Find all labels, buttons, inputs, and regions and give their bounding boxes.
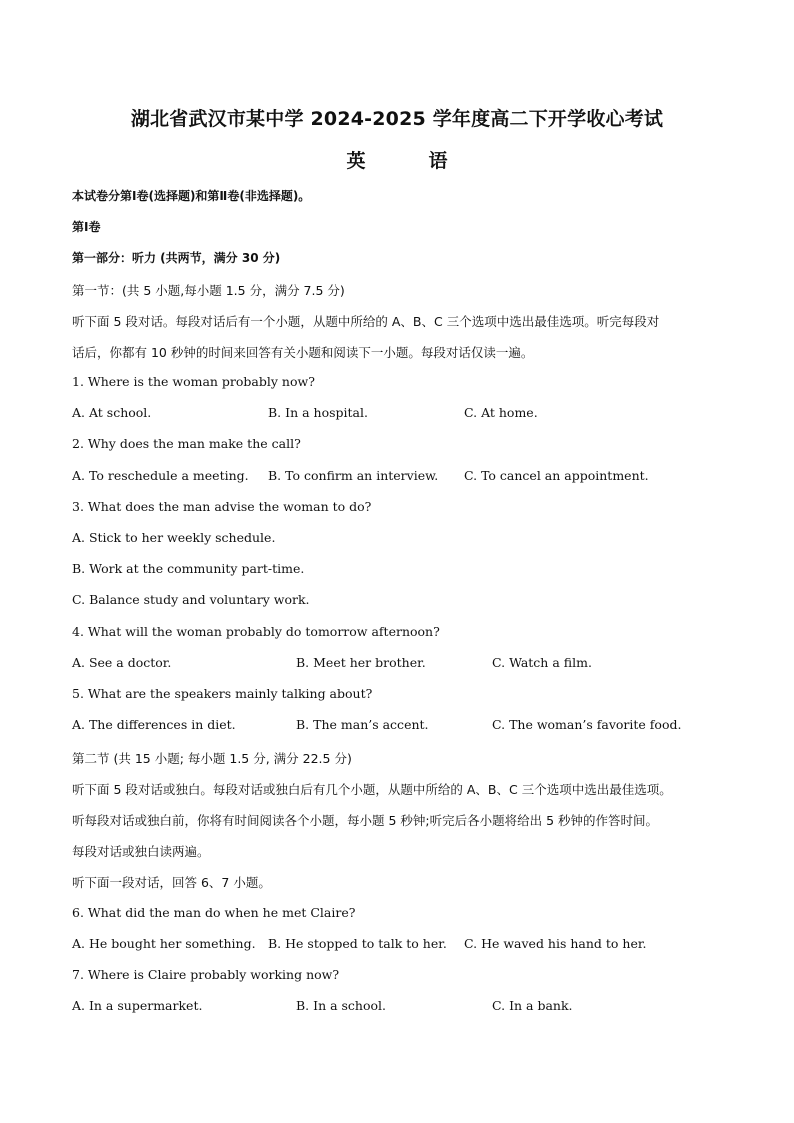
option-c: C. In a bank. xyxy=(492,998,573,1013)
section1-instruction-line1: 听下面 5 段对话。每段对话后有一个小题，从题中所给的 A、B、C 三个选项中选出最佳选项。听完每段对 xyxy=(72,314,660,329)
option-b: B. Work at the community part-time. xyxy=(72,561,305,576)
subject-title: 英 语 xyxy=(346,150,470,172)
option-c: C. The woman’s favorite food. xyxy=(492,717,682,732)
option-a: A. In a supermarket. xyxy=(72,998,203,1013)
paper-note: 本试卷分第Ⅰ卷(选择题)和第Ⅱ卷(非选择题)。 xyxy=(72,189,311,203)
section2-heading: 第二节 (共 15 小题; 每小题 1.5 分, 满分 22.5 分) xyxy=(72,751,352,766)
question-stem: 1. Where is the woman probably now? xyxy=(72,374,315,389)
option-a: A. At school. xyxy=(72,405,152,420)
question-stem: 6. What did the man do when he met Claire? xyxy=(72,905,356,920)
option-b: B. The man’s accent. xyxy=(296,717,429,732)
volume-heading: 第Ⅰ卷 xyxy=(72,220,101,234)
question-stem: 5. What are the speakers mainly talking about? xyxy=(72,686,373,701)
section1-instruction-line2: 话后，你都有 10 秒钟的时间来回答有关小题和阅读下一小题。每段对话仅读一遍。 xyxy=(72,345,534,360)
option-a: A. See a doctor. xyxy=(72,655,172,670)
option-a: A. Stick to her weekly schedule. xyxy=(72,530,276,545)
question-stem: 3. What does the man advise the woman to do? xyxy=(72,499,372,514)
exam-title: 湖北省武汉市某中学 2024-2025 学年度高二下开学收心考试 xyxy=(130,108,664,130)
option-c: C. He waved his hand to her. xyxy=(464,936,647,951)
question-stem: 4. What will the woman probably do tomorrow afternoon? xyxy=(72,624,440,639)
section1-heading: 第一节：(共 5 小题,每小题 1.5 分，满分 7.5 分) xyxy=(72,283,345,298)
question-stem: 7. Where is Claire probably working now? xyxy=(72,967,340,982)
option-c: C. Balance study and voluntary work. xyxy=(72,592,310,607)
part-heading: 第一部分：听力 (共两节，满分 30 分) xyxy=(72,251,281,265)
option-a: A. The differences in diet. xyxy=(72,717,236,732)
passage-note: 听下面一段对话，回答 6、7 小题。 xyxy=(72,875,271,890)
option-c: C. To cancel an appointment. xyxy=(464,468,649,483)
section2-instruction-line1: 听下面 5 段对话或独白。每段对话或独白后有几个小题，从题中所给的 A、B、C 三个选项中选出最佳选项。 xyxy=(72,782,672,797)
option-b: B. He stopped to talk to her. xyxy=(268,936,447,951)
option-a: A. He bought her something. xyxy=(72,936,256,951)
option-c: C. At home. xyxy=(464,405,538,420)
section2-instruction-line3: 每段对话或独白读两遍。 xyxy=(72,844,210,859)
option-b: B. In a school. xyxy=(296,998,387,1013)
option-b: B. In a hospital. xyxy=(268,405,368,420)
section2-instruction-line2: 听每段对话或独白前，你将有时间阅读各个小题，每小题 5 秒钟;听完后各小题将给出 5 秒钟的作答时间。 xyxy=(72,813,659,828)
option-b: B. Meet her brother. xyxy=(296,655,426,670)
option-a: A. To reschedule a meeting. xyxy=(72,468,249,483)
option-b: B. To confirm an interview. xyxy=(268,468,439,483)
question-stem: 2. Why does the man make the call? xyxy=(72,436,301,451)
option-c: C. Watch a film. xyxy=(492,655,592,670)
